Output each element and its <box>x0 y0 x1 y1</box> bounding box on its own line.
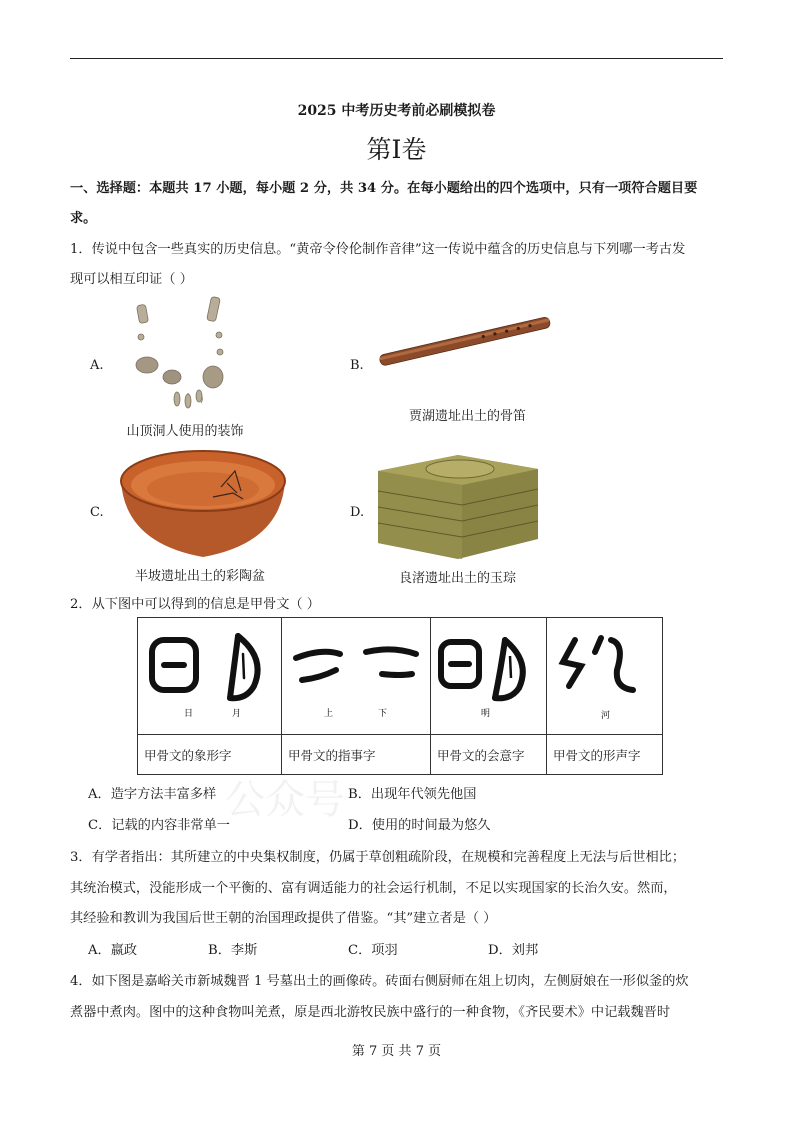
jade-cong-image <box>370 447 545 565</box>
oracle-bone-table <box>137 617 663 775</box>
q1-option-a-image <box>125 295 235 415</box>
phonogram-cell <box>547 618 663 735</box>
indicative-cell <box>282 618 431 735</box>
q3-stem-line2: 其统治模式，没能形成一个平衡的、富有调适能力的社会运行机制，不足以实现国家的长治久安。然而， <box>70 881 677 896</box>
q3-option-d[interactable]: D．刘邦 <box>488 943 539 958</box>
glyph-label-ri: 日 <box>184 709 194 719</box>
label-phonogram: 甲骨文的形声字 <box>547 735 663 775</box>
glyph-label-he: 河 <box>601 711 611 721</box>
section-heading-line1: 一、选择题：本题共 17 小题，每小题 2 分，共 34 分。在每小题给出的四个选项中，只有一项符合题目要 <box>70 181 698 196</box>
q1-stem-line1: 1．传说中包含一些真实的历史信息。“黄帝令伶伦制作音律”这一传说中蕴含的历史信息与下列哪一考古发 <box>70 242 686 257</box>
header-rule <box>70 58 723 59</box>
section-heading-line2: 求。 <box>70 211 97 226</box>
q1-option-b-letter[interactable]: B. <box>350 358 364 373</box>
page-footer: 第 7 页 共 7 页 <box>351 1044 442 1059</box>
q1-option-b-caption: 贾湖遗址出土的骨笛 <box>408 409 526 424</box>
q4-stem-line2: 煮器中煮肉。图中的这种食物叫羌煮，原是西北游牧民族中盛行的一种食物，《齐民要术》中记载魏晋时 <box>70 1005 671 1020</box>
q2-option-a[interactable]: A．造字方法丰富多样 <box>88 787 217 802</box>
q1-option-b-image <box>372 312 557 372</box>
pictograph-glyphs <box>138 618 281 734</box>
q3-option-b[interactable]: B．李斯 <box>208 943 258 958</box>
q1-option-a-caption: 山顶洞人使用的装饰 <box>126 424 244 439</box>
glyph-label-ming: 明 <box>481 709 491 719</box>
glyph-label-xia: 下 <box>378 709 388 719</box>
bone-flute-image <box>372 312 557 372</box>
watermark: 公众号 <box>225 777 345 823</box>
indicative-glyphs <box>282 618 430 734</box>
q1-option-c-caption: 半坡遗址出土的彩陶盆 <box>134 569 265 584</box>
phonogram-glyphs <box>547 618 662 734</box>
label-indicative: 甲骨文的指事字 <box>282 735 431 775</box>
painted-pottery-basin-image <box>115 443 290 561</box>
bone-ornament-necklace-image <box>125 295 235 415</box>
label-ideograph: 甲骨文的会意字 <box>431 735 547 775</box>
q1-option-c-letter[interactable]: C. <box>90 505 104 520</box>
q2-option-c[interactable]: C．记载的内容非常单一 <box>88 818 230 833</box>
q1-stem-line2: 现可以相互印证（ ） <box>70 272 193 287</box>
q2-option-b[interactable]: B．出现年代领先他国 <box>348 787 477 802</box>
q4-stem-line1: 4．如下图是嘉峪关市新城魏晋 1 号墓出土的画像砖。砖面右侧厨师在俎上切肉，左侧厨娘在一形似釜的炊 <box>70 974 689 989</box>
volume-title: 第I卷 <box>366 135 427 164</box>
q1-option-a-letter[interactable]: A. <box>90 358 104 373</box>
exam-title: 2025 中考历史考前必刷模拟卷 <box>297 103 496 119</box>
q3-option-c[interactable]: C．项羽 <box>348 943 398 958</box>
q1-option-d-caption: 良渚遗址出土的玉琮 <box>398 571 516 586</box>
glyph-label-shang: 上 <box>324 709 334 719</box>
q3-stem-line1: 3．有学者指出：其所建立的中央集权制度，仍属于草创粗疏阶段，在规模和完善程度上无法与后世相比； <box>70 850 686 865</box>
ideograph-glyphs <box>431 618 546 734</box>
q1-option-d-image <box>370 447 545 565</box>
pictograph-cell <box>138 618 282 735</box>
ideograph-cell <box>431 618 547 735</box>
q2-option-d[interactable]: D．使用的时间最为悠久 <box>348 818 491 833</box>
q1-option-d-letter[interactable]: D. <box>350 505 365 520</box>
q2-stem: 2．从下图中可以得到的信息是甲骨文（ ） <box>70 597 320 612</box>
q3-option-a[interactable]: A．嬴政 <box>88 943 138 958</box>
label-pictograph: 甲骨文的象形字 <box>138 735 282 775</box>
q1-option-c-image <box>115 443 290 561</box>
q3-stem-line3: 其经验和教训为我国后世王朝的治国理政提供了借鉴。“其”建立者是（ ） <box>70 911 497 926</box>
glyph-label-yue: 月 <box>232 709 242 719</box>
